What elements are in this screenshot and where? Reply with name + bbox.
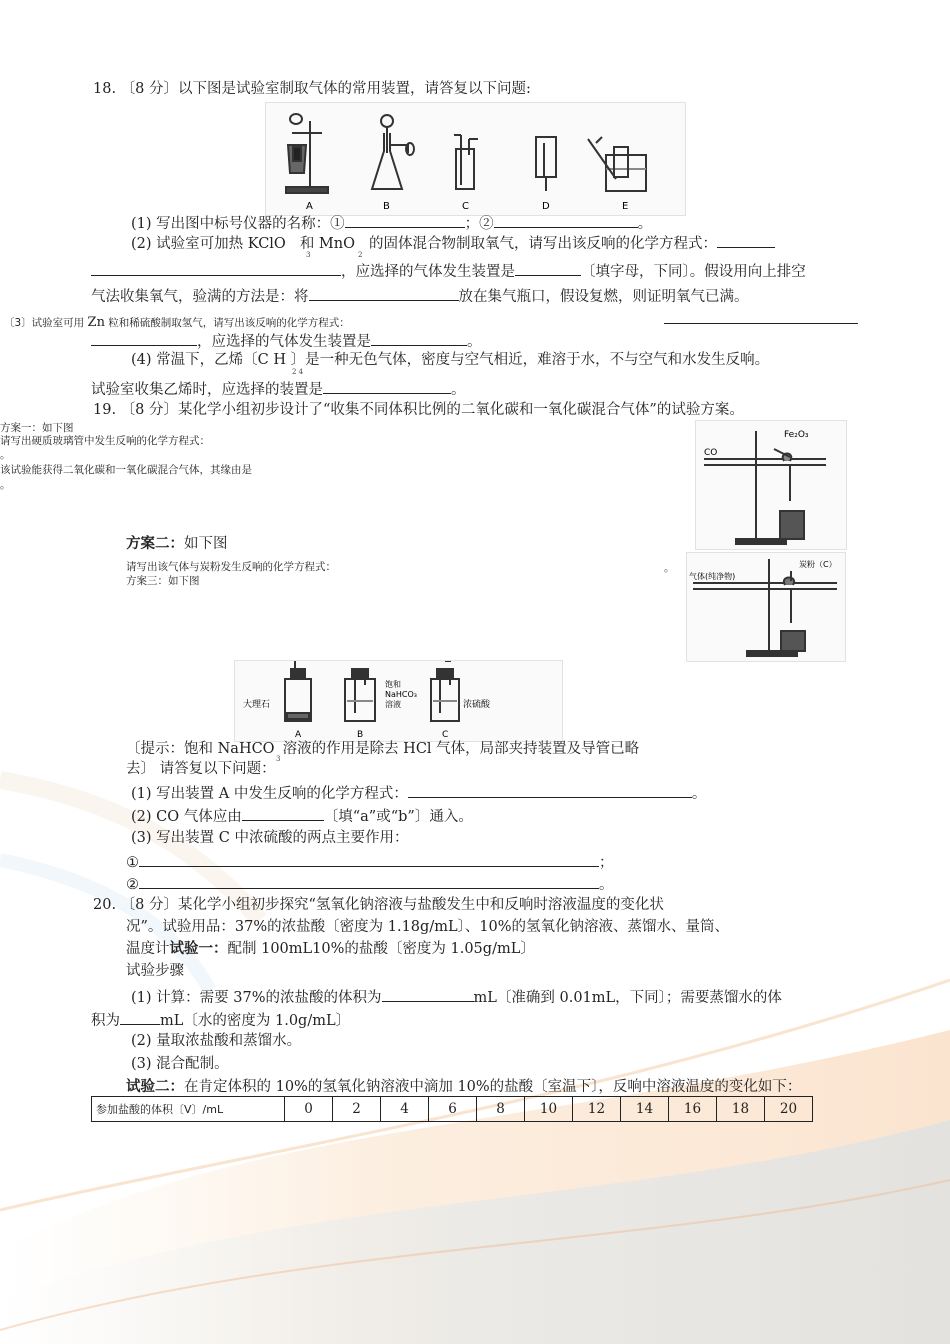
gas-carbon-apparatus (687, 553, 845, 661)
q19-title: 19. 〔8 分〕某化学小组初步设计了“收集不同体积比例的二氧化碳和一氧化碳混合气体”的试验方案。 (93, 402, 744, 418)
q18-part2-text-g: 放在集气瓶口，假设复燃，则证明氧气已满。 (458, 289, 749, 305)
fig19c-h2so4-label: 浓硫酸 (463, 700, 491, 710)
q18-part3-text-d: 。 (467, 334, 482, 350)
table-cell: 0 (285, 1097, 333, 1122)
q18-part2-line1 (131, 233, 775, 253)
q19-scheme1-question1: 请写出硬质玻璃管中发生反响的化学方程式： (0, 435, 210, 447)
q20-line3-text-c: 配制 100mL10%的盐酸〔密度为 1.05g/mL〕 (227, 941, 535, 957)
fig18-label-e: E (622, 201, 629, 212)
q20-step2: (2) 量取浓盐酸和蒸馏水。 (131, 1033, 302, 1049)
q19-part1-end: 。 (691, 786, 707, 802)
q18-part2-line2 (91, 261, 806, 281)
q18-sub-2: 2 (358, 251, 363, 259)
q19-scheme1-dot2: 。 (0, 479, 11, 491)
table-header-cell: 参加盐酸的体积〔V〕/mL (92, 1097, 285, 1122)
q20-step1-text-c: 积为 (91, 1013, 120, 1029)
q18-part4-text-c: 。 (451, 382, 466, 398)
q19-scheme1-title: 方案一：如下图 (0, 422, 74, 434)
fig19a-fe2o3-label: Fe₂O₃ (784, 430, 809, 440)
q18-blank-collect[interactable] (323, 379, 451, 394)
q18-part4-text-b: 试验室收集乙烯时，应选择的装置是 (91, 382, 323, 398)
q19-part1 (131, 783, 706, 803)
q19-hint-sub: 3 (276, 755, 281, 763)
q20-step3: (3) 混合配制。 (131, 1056, 229, 1072)
q19-scheme2-bold: 方案二： (126, 535, 184, 552)
q20-line2: 况”。试验用品：37%的浓盐酸〔密度为 1.18g/mL〕、10%的氢氧化钠溶液、蒸馏水、量筒、 (126, 919, 730, 935)
fig19c-label-a: A (295, 730, 302, 740)
fig19c-label-c: C (442, 730, 449, 740)
q19-hint-text-b: 溶液的作用是除去 HCl 气体，局部夹持装置及导管已略 (282, 741, 640, 757)
q19-answer-2 (126, 874, 614, 894)
q19-answer-2-end: 。 (599, 877, 614, 893)
q19-hint-line2: 去〕 请答复以下问题： (126, 761, 276, 777)
q18-part2-text-d: ，应选择的气体发生装置是 (341, 264, 515, 280)
q18-blank-equation-h2[interactable] (664, 323, 858, 324)
q18-part3-text-a: 〔3〕试验室可用 (4, 317, 85, 329)
q18-blank-2[interactable] (494, 213, 638, 228)
q18-part2-text-e: 〔填字母，下同〕。假设用向上排空 (581, 264, 806, 280)
q19-hint-text-a: 〔提示：饱和 NaHCO (126, 741, 275, 757)
fig19c-nahco3-line: NaHCO₃ (385, 690, 417, 699)
q18-apparatus-figure (265, 102, 686, 216)
q19-part3: (3) 写出装置 C 中浓硫酸的两点主要作用： (131, 830, 409, 846)
q18-part4-sub: 2 4 (292, 368, 304, 376)
q19-blank-answer-2[interactable] (139, 874, 599, 889)
q18-blank-equation-a[interactable] (717, 233, 775, 248)
q20-blank-water-volume[interactable] (120, 1010, 160, 1025)
q18-part2-text-b: 和 MnO (299, 236, 356, 252)
q20-temperature-table (91, 1096, 813, 1122)
q20-experiment1-label: 试验一： (169, 940, 228, 957)
q19-scheme1-dot1: 。 (0, 449, 11, 461)
q19-scheme2-question: 请写出该气体与炭粉发生反响的化学方程式： (126, 561, 336, 573)
fig19c-label-b: B (357, 730, 364, 740)
q18-title: 18. 〔8 分〕以下图是试验室制取气体的常用装置，请答复以下问题: (93, 81, 531, 97)
table-cell: 10 (525, 1097, 573, 1122)
three-bottle-apparatus (235, 661, 562, 741)
q18-blank-equation-b[interactable] (91, 261, 341, 276)
q19-answer-2-mark: ② (126, 877, 139, 893)
table-cell: 20 (765, 1097, 813, 1122)
q19-part2-text-b: 〔填“a”或“b”〕通入。 (323, 809, 473, 825)
fig18-label-b: B (383, 201, 390, 212)
q18-sub-3: 3 (306, 251, 311, 259)
table-cell: 12 (573, 1097, 621, 1122)
q18-part1 (131, 213, 652, 233)
q18-part1-text-b: ；② (464, 216, 494, 232)
fig19c-nahco3-line: 饱和 (385, 680, 401, 689)
table-cell: 2 (333, 1097, 381, 1122)
q19-part2-text-a: (2) CO 气体应由 (131, 809, 242, 825)
q19-part2 (131, 806, 473, 826)
q18-part3-line2 (91, 331, 482, 351)
q19-scheme1-question2: 该试验能获得二氧化碳和一氧化碳混合气体，其缘由是 (0, 464, 252, 476)
q20-step1-text-a: (1) 计算：需要 37%的浓盐酸的体积为 (131, 990, 382, 1006)
q19-answer-1-end: ； (599, 855, 614, 871)
q20-experiment2 (126, 1078, 801, 1096)
fig18-label-a: A (306, 201, 313, 212)
q19-scheme2-text: 如下图 (184, 536, 228, 552)
fig19c-nahco3-line: 溶液 (385, 700, 401, 709)
fig19c-nahco3-label (385, 679, 417, 709)
fig19a-co-label: CO (704, 448, 718, 458)
fig19b-gas-label: 气体(纯净物) (689, 572, 736, 581)
q19-scheme2-figure (686, 552, 846, 662)
fig18-label-d: D (542, 201, 550, 212)
q19-scheme1-figure (695, 420, 847, 550)
q20-step1-line1 (131, 987, 782, 1007)
q18-blank-equation-h2-b[interactable] (91, 331, 197, 346)
q18-part2-line3 (91, 286, 749, 306)
q18-part3-text-c: ，应选择的气体发生装置是 (197, 334, 371, 350)
table-cell: 8 (477, 1097, 525, 1122)
q18-blank-generator[interactable] (515, 261, 581, 276)
table-cell: 14 (621, 1097, 669, 1122)
fig19b-carbon-label: 炭粉（C） (799, 560, 837, 569)
q18-blank-h2-generator[interactable] (371, 331, 467, 346)
q20-step1-line2 (91, 1010, 350, 1030)
fig18-label-c: C (462, 201, 469, 212)
table-cell: 18 (717, 1097, 765, 1122)
table-cell: 6 (429, 1097, 477, 1122)
q20-experiment2-text: 在肯定体积的 10%的氢氧化钠溶液中滴加 10%的盐酸〔室温下〕，反响中溶液温度的变化如下： (184, 1079, 802, 1095)
q19-answer-1 (126, 852, 614, 872)
table-cell: 4 (381, 1097, 429, 1122)
q18-part4-line2 (91, 379, 466, 399)
q20-line3-text-a: 温度计 (126, 941, 170, 957)
q20-blank-acid-volume[interactable] (382, 987, 474, 1002)
q19-scheme2-dot: 。 (664, 562, 675, 574)
q20-line1: 20. 〔8 分〕某化学小组初步探究“氢氧化钠溶液与盐酸发生中和反响时溶液温度的变化状 (93, 897, 664, 913)
co-fe2o3-apparatus (696, 421, 846, 549)
q18-blank-1[interactable] (345, 213, 465, 228)
table-cell: 16 (669, 1097, 717, 1122)
q20-steps-title: 试验步骤 (126, 963, 184, 979)
q19-hint-line1 (126, 740, 639, 758)
q19-scheme3-figure (234, 660, 563, 742)
q20-step1-text-d: mL〔水的密度为 1.0g/mL〕 (160, 1013, 351, 1029)
q18-part1-text-c: 。 (637, 216, 653, 232)
table-row (92, 1097, 813, 1122)
fig19c-marble-label: 大理石 (243, 700, 271, 710)
q18-part2-text-f: 气法收集氧气，验满的方法是：将 (91, 289, 309, 305)
q20-step1-text-b: mL〔准确到 0.01mL，下同〕；需要蒸馏水的体 (473, 990, 782, 1006)
q19-blank-equation[interactable] (408, 783, 692, 798)
q19-answer-1-mark: ① (126, 855, 139, 871)
q19-blank-answer-1[interactable] (139, 852, 599, 867)
q18-part3-text-b: 粒和稀硫酸制取氢气，请写出该反响的化学方程式： (108, 317, 350, 329)
q19-scheme3-title: 方案三：如下图 (126, 575, 200, 587)
q18-part3-line1 (4, 316, 350, 330)
q18-part2-text-c: 的固体混合物制取氧气，请写出该反响的化学方程式： (369, 236, 718, 252)
q18-part4-line1: (4) 常温下，乙烯〔C H 〕是一种无色气体，密度与空气相近，难溶于水，不与空气和水发生反响。 (131, 352, 770, 368)
q19-blank-inlet[interactable] (242, 806, 324, 821)
q18-blank-verify[interactable] (309, 286, 459, 301)
q19-scheme2-title (126, 535, 228, 553)
q18-part3-zn: Zn (87, 315, 105, 330)
q20-line3 (126, 940, 535, 958)
q19-part1-text: (1) 写出装置 A 中发生反响的化学方程式： (131, 786, 408, 802)
q18-part1-text-a: (1) 写出图中标号仪器的名称：① (131, 216, 345, 232)
q20-experiment2-label: 试验二： (126, 1078, 184, 1095)
lab-apparatus-illustration (266, 103, 685, 215)
q18-part2-text-a: (2) 试验室可加热 KClO (131, 236, 286, 252)
